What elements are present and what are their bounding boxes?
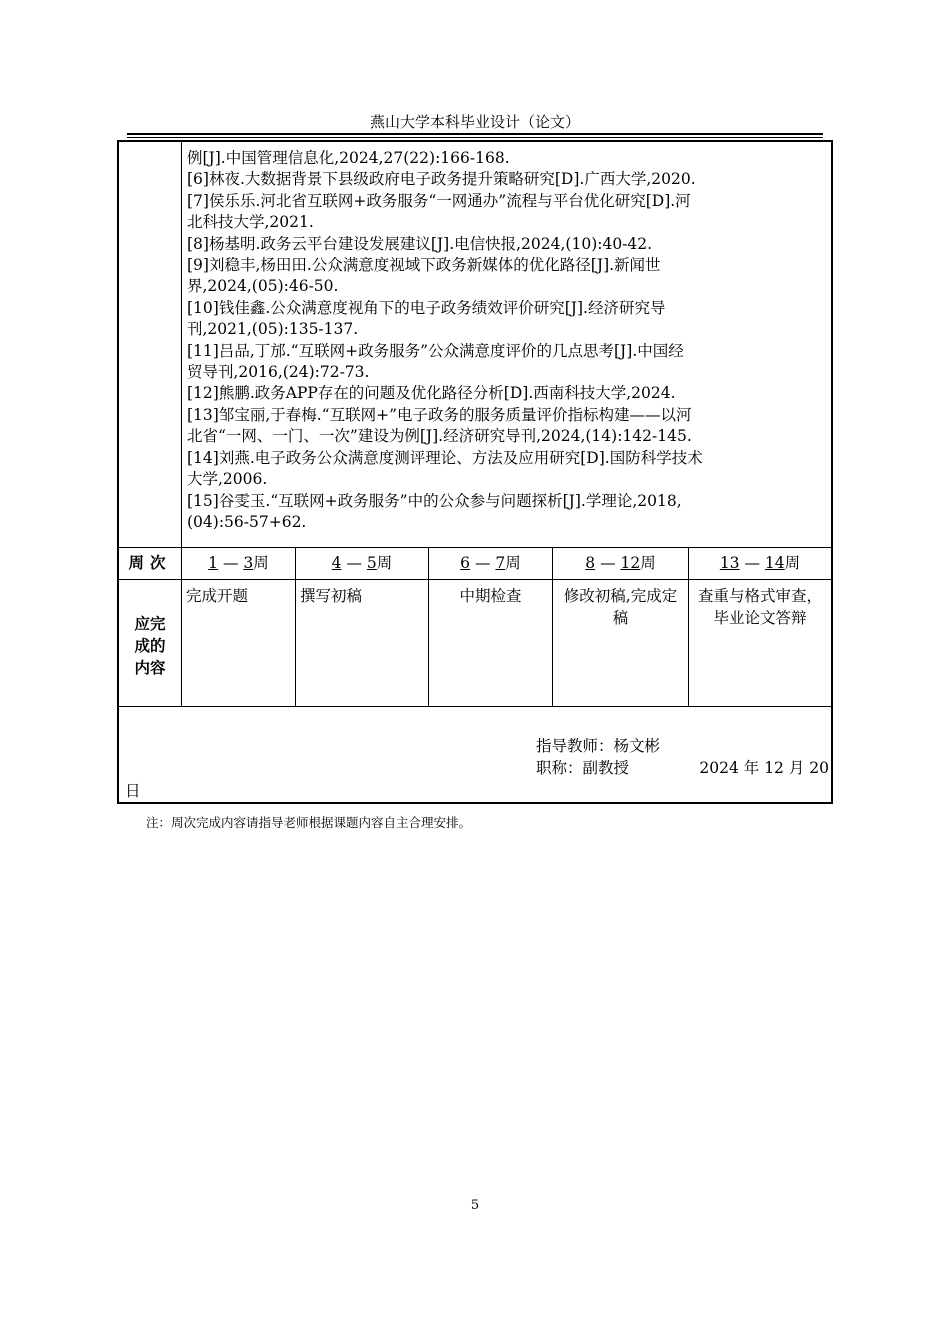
week-range-4 — [553, 548, 689, 579]
content-week-2: 撰写初稿 — [296, 580, 429, 706]
advisor-title: 职称：副教授 — [536, 759, 630, 777]
week-start: 6 — [460, 554, 471, 572]
week-dash: — — [474, 554, 491, 572]
week-range-5 — [689, 548, 831, 579]
header-rule-thin — [127, 137, 823, 138]
reference-line: [6]林夜.大数据背景下县级政府电子政务提升策略研究[D].广西大学,2020. — [187, 170, 696, 189]
reference-line: 大学,2006. — [187, 470, 268, 489]
week-dash: — — [346, 554, 362, 572]
week-unit: 周 — [253, 554, 269, 572]
content-week-5: 查重与格式审查，毕业论文答辩 — [697, 587, 822, 627]
footnote: 注：周次完成内容请指导老师根据课题内容自主合理安排。 — [146, 815, 472, 830]
content-label-line: 成的 — [134, 637, 166, 655]
reference-line: [7]侯乐乐.河北省互联网+政务服务“一网通办”流程与平台优化研究[D].河 — [187, 191, 691, 210]
reference-line: [14]刘燕.电子政务公众满意度测评理论、方法及应用研究[D].国防科学技术 — [187, 448, 703, 467]
document-header-title: 燕山大学本科毕业设计（论文） — [369, 113, 580, 131]
week-unit: 周 — [505, 554, 521, 572]
signature-date-tail: 日 — [125, 782, 141, 800]
week-unit: 周 — [784, 554, 801, 572]
week-end: 5 — [366, 554, 377, 572]
page-number: 5 — [470, 1198, 480, 1213]
weeks-row — [119, 548, 831, 580]
content-label-cell — [119, 580, 182, 706]
reference-line: [13]邹宝丽,于春梅.“互联网+”电子政务的服务质量评价指标构建——以河 — [187, 405, 692, 424]
week-end: 14 — [764, 554, 785, 572]
content-label-line: 内容 — [134, 659, 166, 677]
reference-line: (04):56-57+62. — [187, 512, 307, 531]
week-start: 8 — [585, 554, 596, 572]
week-range-3 — [429, 548, 553, 579]
reference-line: 贸导刊,2016,(24):72-73. — [187, 363, 370, 382]
signature-row — [119, 707, 831, 802]
week-end: 3 — [243, 554, 254, 572]
week-range-1 — [182, 548, 296, 579]
task-table — [117, 140, 833, 804]
reference-line: 刊,2021,(05):135-137. — [187, 320, 359, 339]
references-list — [187, 148, 831, 533]
reference-line: [12]熊鹏.政务APP存在的问题及优化路径分析[D].西南科技大学,2024. — [187, 384, 676, 403]
reference-line: [8]杨基明.政务云平台建设发展建议[J].电信快报,2024,(10):40-42. — [187, 234, 653, 253]
content-row — [119, 580, 831, 707]
week-start: 1 — [208, 554, 219, 572]
week-unit: 周 — [376, 554, 393, 572]
week-start: 4 — [331, 554, 342, 572]
week-unit: 周 — [640, 554, 656, 572]
header-rule-thick — [127, 133, 823, 135]
content-week-4: 修改初稿,完成定稿 — [553, 580, 689, 706]
week-start: 13 — [719, 554, 740, 572]
reference-line: 北科技大学,2021. — [187, 213, 314, 232]
references-row — [119, 142, 831, 548]
week-dash: — — [600, 554, 616, 572]
content-label — [119, 613, 181, 679]
reference-line: [15]谷雯玉.“互联网+政务服务”中的公众参与问题探析[J].学理论,2018, — [187, 491, 682, 510]
week-end: 12 — [620, 554, 641, 572]
reference-line: 界,2024,(05):46-50. — [187, 277, 339, 296]
advisor-name: 指导教师：杨文彬 — [536, 737, 661, 755]
content-week-1: 完成开题 — [182, 580, 296, 706]
signature-date: 2024 年 12 月 20 — [699, 759, 829, 777]
reference-line: 北省“一网、一门、一次”建设为例[J].经济研究导刊,2024,(14):142-145. — [187, 427, 692, 446]
reference-line: [10]钱佳鑫.公众满意度视角下的电子政务绩效评价研究[J].经济研究导 — [187, 298, 666, 317]
week-end: 7 — [495, 554, 506, 572]
week-label: 周次 — [119, 548, 182, 579]
reference-line: [9]刘稳丰,杨田田.公众满意度视域下政务新媒体的优化路径[J].新闻世 — [187, 256, 661, 275]
week-dash: — — [744, 554, 760, 572]
reference-line: [11]吕品,丁邡.“互联网+政务服务”公众满意度评价的几点思考[J].中国经 — [187, 341, 684, 360]
content-label-line: 应完 — [134, 615, 166, 633]
week-dash: — — [222, 554, 239, 572]
reference-line: 例[J].中国管理信息化,2024,27(22):166-168. — [187, 149, 510, 167]
content-week-3: 中期检查 — [429, 580, 553, 706]
week-range-2 — [296, 548, 429, 579]
references-label-cell — [119, 142, 182, 547]
